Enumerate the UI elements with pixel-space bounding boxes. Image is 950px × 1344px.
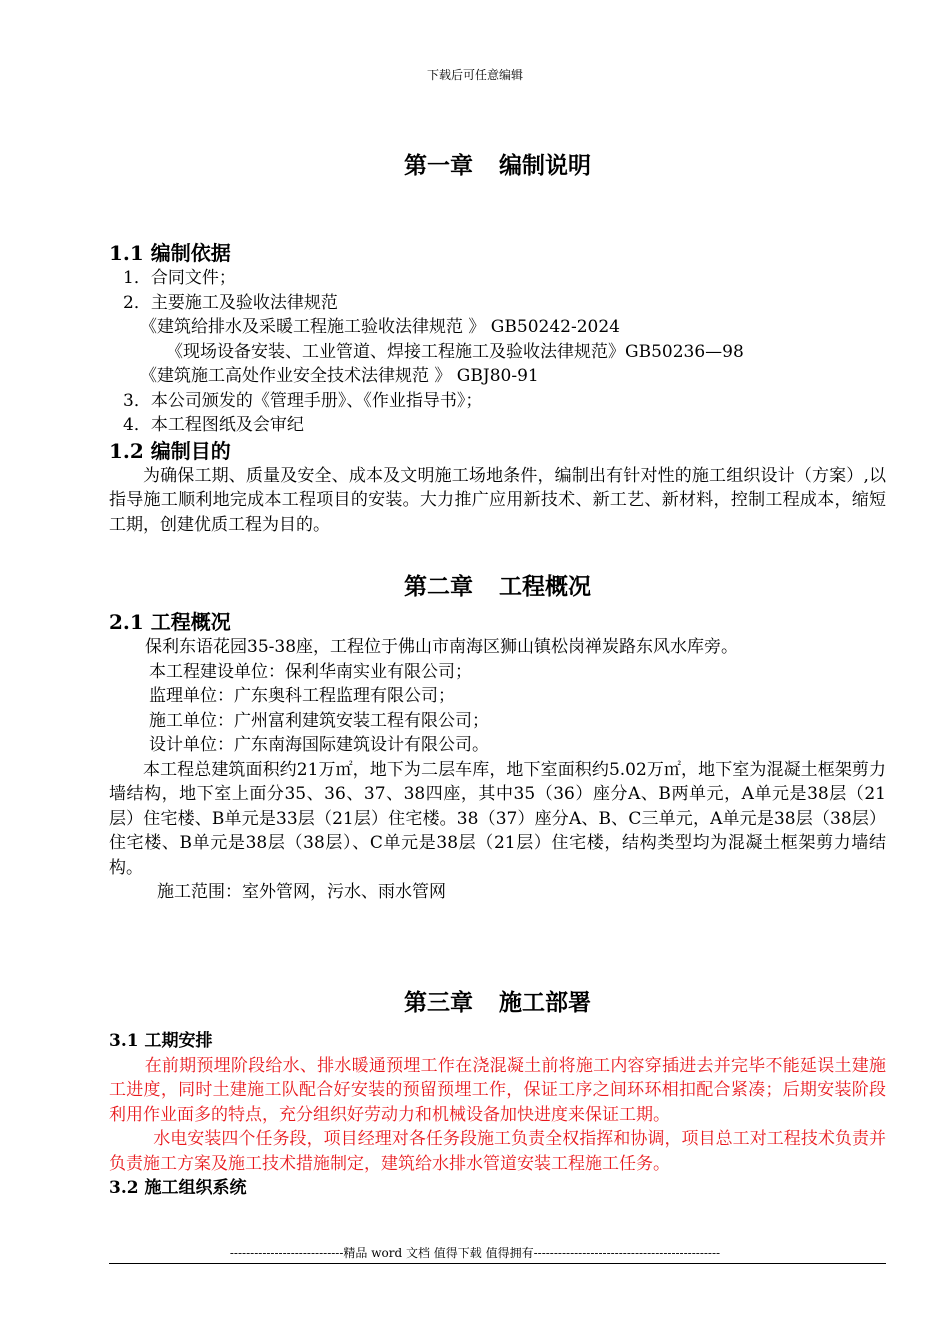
basis-item-4: 4．本工程图纸及会审纪 — [123, 415, 304, 435]
code-gbj80: 《建筑施工高处作业安全技术法律规范 》 GBJ80-91 — [140, 366, 539, 386]
section-3-2-heading: 3.2 施工组织系统 — [109, 1178, 247, 1198]
chapter-1-name: 编制说明 — [499, 152, 591, 179]
schedule-paragraph-1: 在前期预埋阶段给水、排水暖通预埋工作在浇混凝土前将施工内容穿插进去并完毕不能延误土建施工进度，同时土建施工队配合好安装的预留预埋工作，保证工序之间环环相扣配合紧凑；后期安装阶段利用作业面多的特点，充分组织好劳动力和机械设备加快进度来保证工期。 — [109, 1055, 886, 1125]
section-2-1-heading: 2.1 工程概况 — [109, 610, 231, 634]
project-overview-paragraph: 本工程总建筑面积约21万㎡，地下为二层车库，地下室面积约5.02万㎡，地下室为混凝土框架剪力墙结构，地下室上面分35、36、37、38四座，其中35（36）座分A、B两单元，A单元是38层（21层）住宅楼、B单元是33层（21层）住宅楼。38（37）座分A、B、C三单元，A单元是38层（38层）住宅楼、B单元是38层（38层）、C单元是38层（21层）住宅楼，结构类型均为混凝土框架剪力墙结构。 — [109, 759, 886, 878]
section-3-1-heading: 3.1 工期安排 — [109, 1030, 213, 1051]
chapter-2-title — [109, 571, 886, 603]
project-location: 保利东语花园35-38座，工程位于佛山市南海区狮山镇松岗禅炭路东风水库旁。 — [145, 637, 739, 657]
design-unit: 设计单位：广东南海国际建筑设计有限公司。 — [149, 735, 489, 755]
footer-text: ----------------------------精品 word 文档 值得下载 值得拥有---------------------------------------------- — [229, 1246, 721, 1260]
basis-item-3: 3．本公司颁发的《管理手册》、《作业指导书》； — [123, 390, 483, 411]
chapter-3-title — [109, 987, 886, 1019]
code-gb50236: 《现场设备安装、工业管道、焊接工程施工及验收法律规范》GB50236—98 — [166, 341, 744, 362]
section-1-1-heading: 1.1 编制依据 — [109, 241, 231, 265]
chapter-1-number: 第一章 — [404, 152, 473, 179]
basis-item-2: 2．主要施工及验收法律规范 — [123, 292, 338, 313]
chapter-1-title — [109, 150, 886, 182]
chapter-3-number: 第三章 — [404, 988, 473, 1016]
chapter-2-number: 第二章 — [404, 573, 473, 600]
chapter-3-name: 施工部署 — [499, 988, 591, 1016]
chapter-2-name: 工程概况 — [499, 573, 591, 600]
schedule-paragraph-2: 水电安装四个任务段，项目经理对各任务段施工负责全权指挥和协调，项目总工对工程技术负责并负责施工方案及施工技术措施制定，建筑给水排水管道安装工程施工任务。 — [109, 1129, 886, 1174]
contractor-unit: 施工单位：广州富利建筑安装工程有限公司； — [149, 710, 489, 731]
supervision-unit: 监理单位：广东奥科工程监理有限公司； — [149, 686, 455, 706]
footer-rule — [109, 1263, 886, 1264]
construction-scope: 施工范围：室外管网，污水、雨水管网 — [157, 882, 446, 902]
construction-owner: 本工程建设单位：保利华南实业有限公司； — [149, 661, 472, 682]
header-note: 下载后可任意编辑 — [426, 68, 523, 82]
purpose-paragraph: 为确保工期、质量及安全、成本及文明施工场地条件，编制出有针对性的施工组织设计（方案）,以指导施工顺利地完成本工程项目的安装。大力推广应用新技术、新工艺、新材料，控制工程成本，缩短工期，创建优质工程为目的。 — [109, 465, 886, 535]
code-gb50242: 《建筑给排水及采暖工程施工验收法律规范 》 GB50242-2024 — [140, 317, 620, 337]
document-content — [109, 150, 886, 1201]
basis-item-1: 1．合同文件； — [123, 268, 236, 288]
section-1-2-heading: 1.2 编制目的 — [109, 438, 231, 463]
